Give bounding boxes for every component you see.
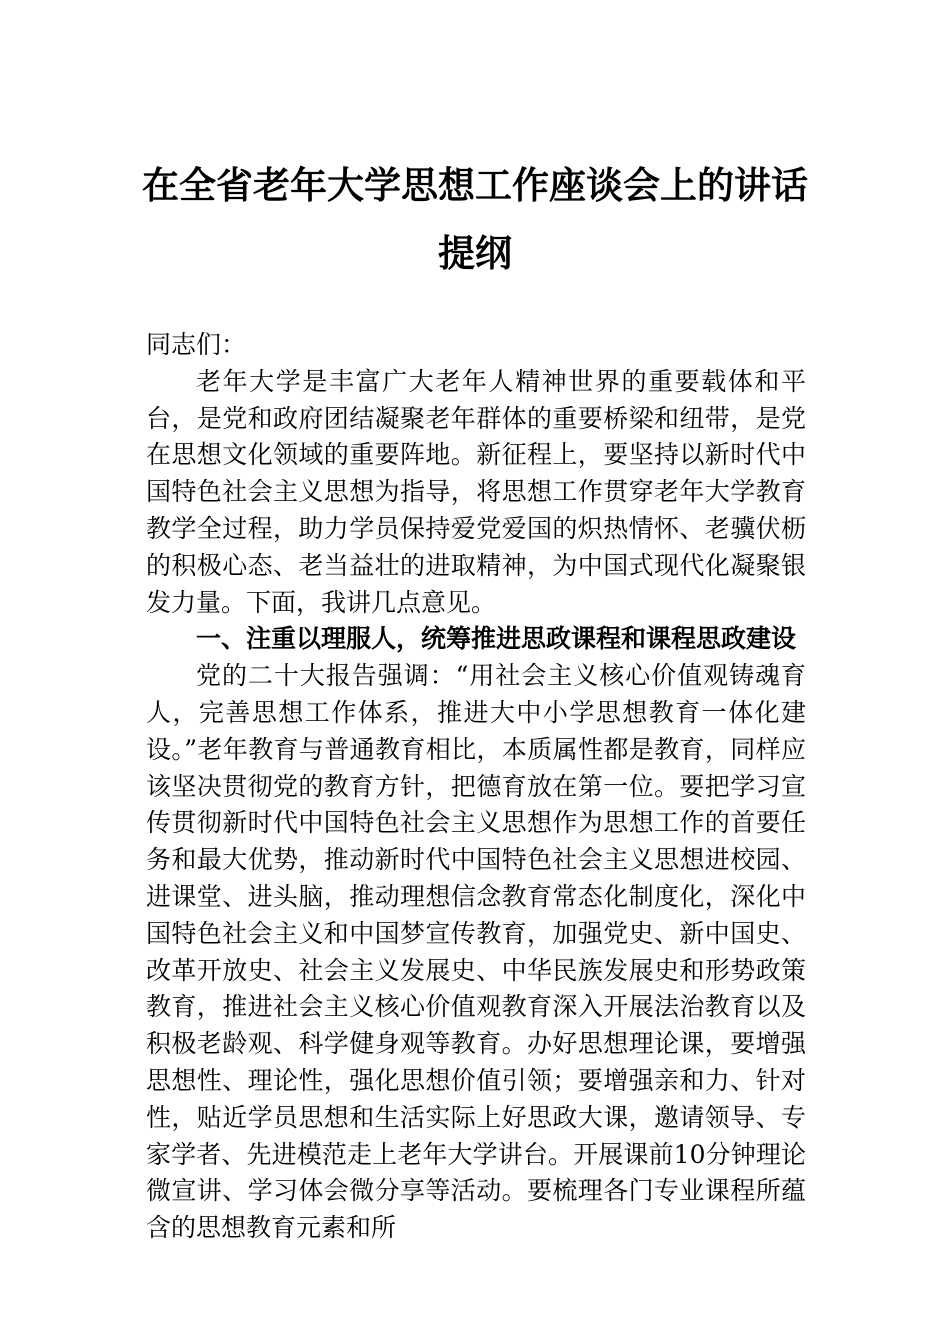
salutation: 同志们：: [146, 330, 247, 359]
section-heading-1: 一、注重以理服人，统筹推进思政课程和课程思政建设: [196, 624, 797, 654]
paragraph-intro: 老年大学是丰富广大老年人精神世界的重要载体和平台，是党和政府团结凝聚老年群体的重要桥梁和纽带，是党在思想文化领域的重要阵地。新征程上，要坚持以新时代中国特色社会主义思想为指导，将思想工作贯穿老年大学教育教学全过程，助力学员保持爱党爱国的炽热情怀、老骥伏枥的积极心态、老当益壮的进取精神，为中国式现代化凝聚银发力量。下面，我讲几点意见。: [146, 366, 806, 617]
document-body: [146, 327, 806, 1247]
paragraph-section-1: 党的二十大报告强调：“用社会主义核心价值观铸魂育人，完善思想工作体系，推进大中小学思想教育一体化建设。”老年教育与普通教育相比，本质属性都是教育，同样应该坚决贯彻党的教育方针，把德育放在第一位。要把学习宣传贯彻新时代中国特色社会主义思想作为思想工作的首要任务和最大优势，推动新时代中国特色社会主义思想进校园、进课堂、进头脑，推动理想信念教育常态化制度化，深化中国特色社会主义和中国梦宣传教育，加强党史、新中国史、改革开放史、社会主义发展史、中华民族发展史和形势政策教育，推进社会主义核心价值观教育深入开展法治教育以及积极老龄观、科学健身观等教育。办好思想理论课，要增强思想性、理论性，强化思想价值引领；要增强亲和力、针对性，贴近学员思想和生活实际上好思政大课，邀请领导、专家学者、先进模范走上老年大学讲台。开展课前10分钟理论微宣讲、学习体会微分享等活动。要梳理各门专业课程所蕴含的思想教育元素和所: [146, 661, 806, 1243]
document-title-line-2: 提纲: [438, 231, 512, 275]
document-title-line-1: 在全省老年大学思想工作座谈会上的讲话: [142, 163, 808, 207]
